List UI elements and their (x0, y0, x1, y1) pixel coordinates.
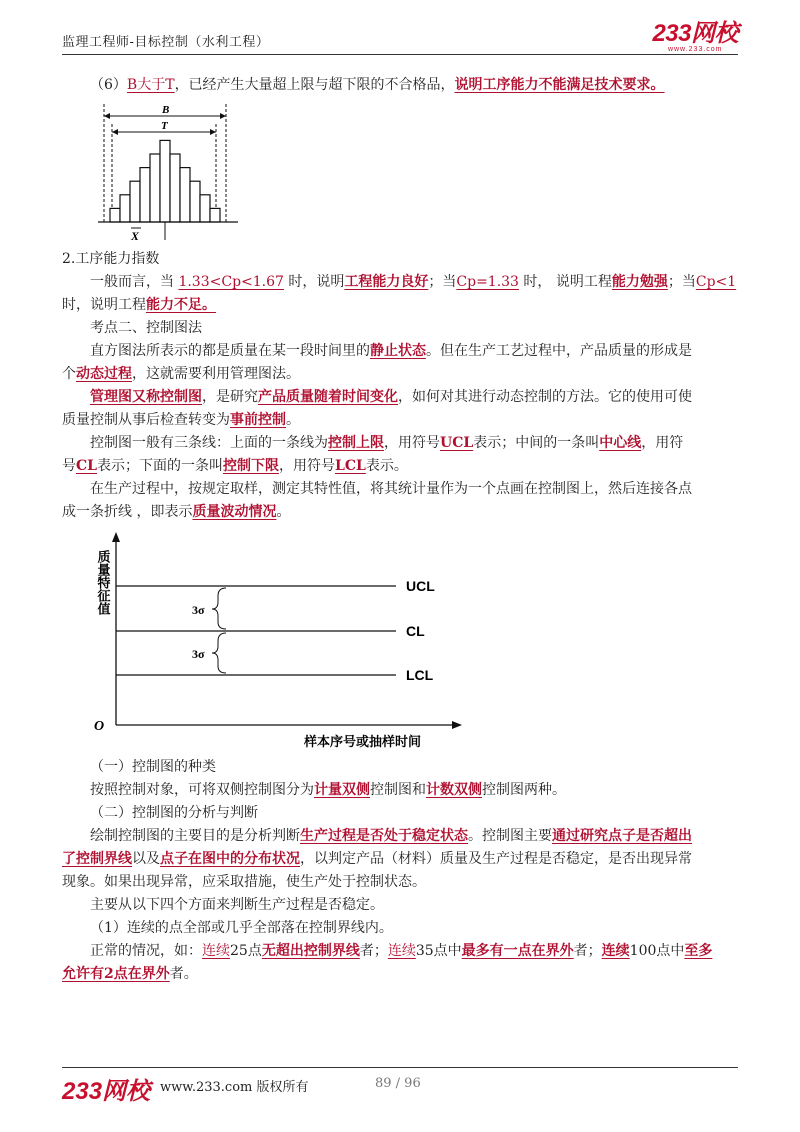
text: 表示；中间的一条叫 (473, 435, 600, 451)
stable-state: 生产过程是否处于稳定状态 (300, 828, 468, 844)
item-6-conclusion: 说明工序能力不能满足技术要求。 (454, 77, 665, 93)
histogram-bar (120, 195, 130, 222)
continuous-3: 连续 (601, 943, 630, 959)
item-6-mid: ，已经产生大量超上限与超下限的不合格品， (174, 77, 455, 93)
text: 控制图和 (370, 782, 426, 798)
text: 控制图两种。 (482, 782, 566, 798)
section-2-title: 2.工序能力指数 (62, 251, 160, 267)
item-6-condition: B大于T (126, 77, 175, 93)
text: ；当 (428, 274, 457, 290)
kp2-p3-line1 (62, 432, 738, 455)
text: 正常的情况，如： (90, 943, 202, 959)
static-state: 静止状态 (370, 343, 426, 359)
text: 控制图一般有三条线：上面的一条线为 (90, 435, 328, 451)
text: 表示；下面的一条叫 (97, 458, 223, 474)
text: 35点中 (415, 943, 462, 959)
quality-over-time: 产品质量随着时间变化 (258, 389, 398, 405)
section-b-p4-line1 (62, 940, 738, 963)
kp2-p4-line2 (62, 501, 738, 524)
section-b-p2: 主要从以下四个方面来判断生产过程是否稳定。 (90, 897, 384, 913)
document-body (62, 74, 738, 986)
count-two-sided: 计数双侧 (426, 782, 482, 798)
section-a-title: （一）控制图的种类 (90, 759, 216, 775)
text: 质量控制从事后检查转变为 (62, 412, 230, 428)
histogram-bar (180, 168, 190, 222)
value-insufficient: Cp<1 (695, 274, 737, 290)
good-capability: 工程能力良好 (344, 274, 429, 290)
control-bound: 了控制界线 (62, 851, 132, 867)
text: 时，说明 (283, 274, 345, 290)
quality-fluctuation: 质量波动情况 (192, 504, 277, 520)
item-6-prefix: （6） (90, 77, 127, 93)
footer-divider (62, 1067, 738, 1068)
range-good: 1.33<Cp<1.67 (178, 274, 284, 290)
header-title: 监理工程师-目标控制（水利工程） (62, 35, 270, 50)
text: 个 (62, 366, 76, 382)
label-t: T (161, 120, 168, 132)
text: 100点中 (629, 943, 685, 959)
text: 表示。 (365, 458, 408, 474)
cl-label: CL (406, 623, 425, 639)
text: ，如何对其进行动态控制的方法。它的使用可使 (398, 389, 692, 405)
text: ；当 (667, 274, 696, 290)
text: ，用符 (641, 435, 684, 451)
text: 按照控制对象，可将双侧控制图分为 (90, 782, 314, 798)
footer-copyright: www.233.com 版权所有 (160, 1080, 309, 1095)
text: ，用符号 (279, 458, 335, 474)
item-6 (62, 74, 738, 97)
histogram-bar (150, 154, 160, 222)
text: ，这就需要利用管理图法。 (132, 366, 300, 382)
text: 。控制图主要 (468, 828, 552, 844)
ucl-symbol: UCL (440, 435, 474, 451)
section-b-p3: （1）连续的点全部或几乎全部落在控制界线内。 (90, 920, 393, 936)
histogram-bars (110, 140, 220, 222)
section-2-line-2 (62, 294, 738, 317)
histogram-bar (110, 208, 120, 222)
at-most-one: 最多有一点在界外 (461, 943, 574, 959)
text: 者； (359, 943, 388, 959)
header-logo-url: www.233.com (667, 46, 723, 53)
x-axis-label: 样本序号或抽样时间 (304, 735, 422, 750)
section-b-p1-line3: 现象。如果出现异常，应采取措施，使生产处于控制状态。 (62, 874, 426, 890)
section-b-p1-line1 (62, 825, 738, 848)
text: 一般而言，当 (90, 274, 179, 290)
text: 者。 (169, 966, 198, 982)
page-number: 89 / 96 (375, 1076, 421, 1091)
y-axis-label: 质量特征值 (94, 550, 110, 615)
center-line: 中心线 (599, 435, 642, 451)
text: ，是研究 (202, 389, 258, 405)
text: 号 (62, 458, 76, 474)
ucl-label: UCL (406, 578, 435, 594)
pre-control: 事前控制 (230, 412, 286, 428)
sigma-lower: 3σ (192, 647, 205, 661)
lcl-label: LCL (406, 667, 434, 683)
continuous-2: 连续 (387, 943, 416, 959)
header-logo (652, 22, 738, 53)
allow-two-outside: 允许有2点在界外 (62, 966, 170, 982)
dynamic-process: 动态过程 (76, 366, 132, 382)
histogram-bar (130, 181, 140, 222)
text: 时，说明工程 (62, 297, 146, 313)
histogram-bar (170, 154, 180, 222)
histogram-bar (160, 140, 170, 222)
text: 者； (573, 943, 602, 959)
kp2-title: 考点二、控制图法 (90, 320, 202, 336)
text: 绘制控制图的主要目的是分析判断 (90, 828, 300, 844)
section-2-line-1 (62, 271, 738, 294)
continuous-1: 连续 (202, 943, 230, 959)
text: 。 (286, 412, 300, 428)
barely-capability: 能力勉强 (611, 274, 668, 290)
at-most: 至多 (684, 943, 713, 959)
value-barely: Cp=1.33 (456, 274, 519, 290)
footer-logo: 233网校 (62, 1078, 151, 1105)
section-a-text (62, 779, 738, 802)
metric-two-sided: 计量双侧 (314, 782, 370, 798)
point-distribution: 点子在图中的分布状况 (160, 851, 300, 867)
label-b: B (162, 104, 170, 116)
section-b-title: （二）控制图的分析与判断 (90, 805, 258, 821)
sigma-upper: 3σ (192, 603, 205, 617)
header-logo-text: 233网校 (652, 20, 738, 47)
text: 。 (276, 504, 291, 520)
points-exceed: 通过研究点子是否超出 (552, 828, 692, 844)
kp2-p1-line1 (62, 340, 738, 363)
upper-limit: 控制上限 (328, 435, 384, 451)
kp2-p2-line2 (62, 409, 738, 432)
no-exceed: 无超出控制界线 (261, 943, 360, 959)
kp2-p4-line1: 在生产过程中，按规定取样，测定其特性值，将其统计量作为一个点画在控制图上，然后连接各点 (90, 481, 692, 497)
histogram-figure (98, 102, 258, 242)
text: ，用符号 (384, 435, 440, 451)
text: 成一条折线 ，即表示 (62, 504, 193, 520)
text: 25点 (230, 943, 262, 959)
control-chart-figure (76, 530, 476, 752)
section-b-p4-line2 (62, 963, 738, 986)
lower-limit: 控制下限 (223, 458, 279, 474)
text: ，以判定产品（材料）质量及生产过程是否稳定，是否出现异常 (300, 851, 692, 867)
histogram-bar (190, 181, 200, 222)
kp2-p2-line1 (62, 386, 738, 409)
text: 以及 (132, 851, 160, 867)
control-chart-alias: 管理图又称控制图 (90, 389, 202, 405)
text: 时， 说明工程 (518, 274, 612, 290)
text: 。但在生产工艺过程中，产品质量的形成是 (426, 343, 692, 359)
lcl-symbol: LCL (335, 458, 366, 474)
histogram-bar (140, 168, 150, 222)
header-divider (62, 54, 738, 55)
label-x-bar: X (131, 229, 140, 242)
cl-symbol: CL (76, 458, 97, 474)
text: 直方图法所表示的都是质量在某一段时间里的 (90, 343, 370, 359)
section-b-p1-line2 (62, 848, 738, 871)
origin-label: O (94, 719, 105, 734)
kp2-p3-line2 (62, 455, 738, 478)
insufficient-capability: 能力不足。 (146, 297, 216, 313)
kp2-p1-line2 (62, 363, 738, 386)
histogram-bar (200, 195, 210, 222)
histogram-bar (210, 208, 220, 222)
